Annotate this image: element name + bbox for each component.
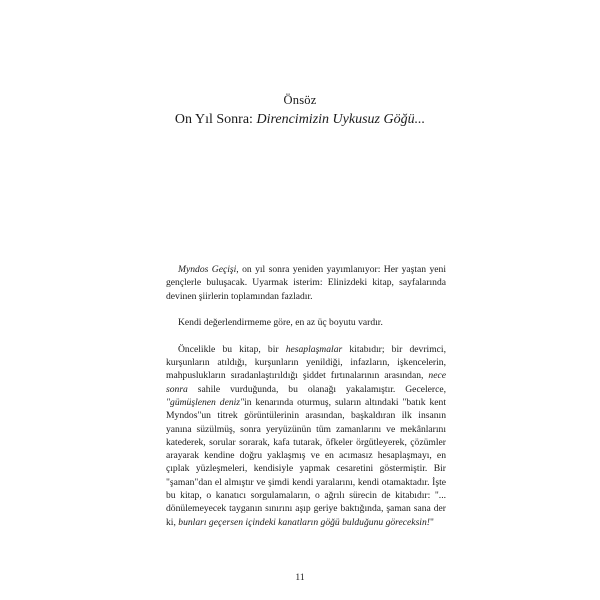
text-run: kitabıdır; bir devrimci, kurşunların atıldığı, kurşunların yenildiği, infazların, işkencelerin, mahpuslukların sıradanlaştırıldığı şiddet fırtınalarının arasından,	[166, 343, 446, 382]
body-text	[166, 263, 446, 529]
chapter-heading	[0, 92, 600, 130]
text-run: sahile vurduğunda, bu olanağı yakalamıştır. Gecelerce,	[187, 383, 446, 395]
paragraph	[166, 263, 446, 303]
emphasis: nece sonra	[166, 370, 446, 395]
page-number: 11	[295, 573, 305, 583]
book-title-inline: Myndos Geçişi	[178, 264, 237, 275]
text-run: "	[429, 516, 434, 528]
text-run: , on yıl sonra yeniden yayımlanıyor: Her yaştan yeni gençlerle buluşacak. Uyarmak isterim: Elinizdeki kitap, sayfalarında devinen şiirlerin toplamından fazladır.	[166, 264, 446, 302]
section-kicker: Önsöz	[283, 93, 317, 107]
emphasis: "gümüşlenen deniz"	[166, 396, 245, 408]
text-run: Kendi değerlendirmeme göre, en az üç boyutu vardır.	[178, 317, 383, 329]
chapter-title-plain: On Yıl Sonra:	[174, 112, 257, 127]
text-run: in kenarında oturmuş, suların altındaki "batık kent Myndos"un titrek görüntülerinin arasından, başkaldıran ilk insanın yanına süzülmüş, sonra yeryüzünün tüm zamanlarını ve mekânlarını katederek, sorular sorarak, kafa tutarak, öfkeler örgütleyerek, çözümler arayarak kendine doğru yaklaşmış ve en acımasız hesaplaşmayı, en çıplak yüzleşmeleri, kendisiyle yapmak cesaretini göstermiştir. Bir "şaman"dan el almıştır ve şimdi kendi yaralarını, kendi otamaktadır. İşte bu kitap, o kanatıcı sorgulamaların, o ağrılı sürecin de kitabıdır: "... dönülemeyecek tayganın sınırını aşıp geriye baktığında, şaman sana der ki,	[166, 396, 446, 528]
paragraph	[166, 316, 446, 329]
paragraph	[166, 343, 446, 529]
text-run: Öncelikle bu kitap, bir	[178, 343, 286, 355]
emphasis: bunları geçersen içindeki kanatların göğü bulduğunu göreceksin!	[178, 516, 430, 528]
chapter-title-italic: Direncimizin Uykusuz Göğü...	[256, 112, 426, 127]
chapter-title	[0, 110, 600, 130]
emphasis: hesaplaşmalar	[285, 343, 343, 355]
